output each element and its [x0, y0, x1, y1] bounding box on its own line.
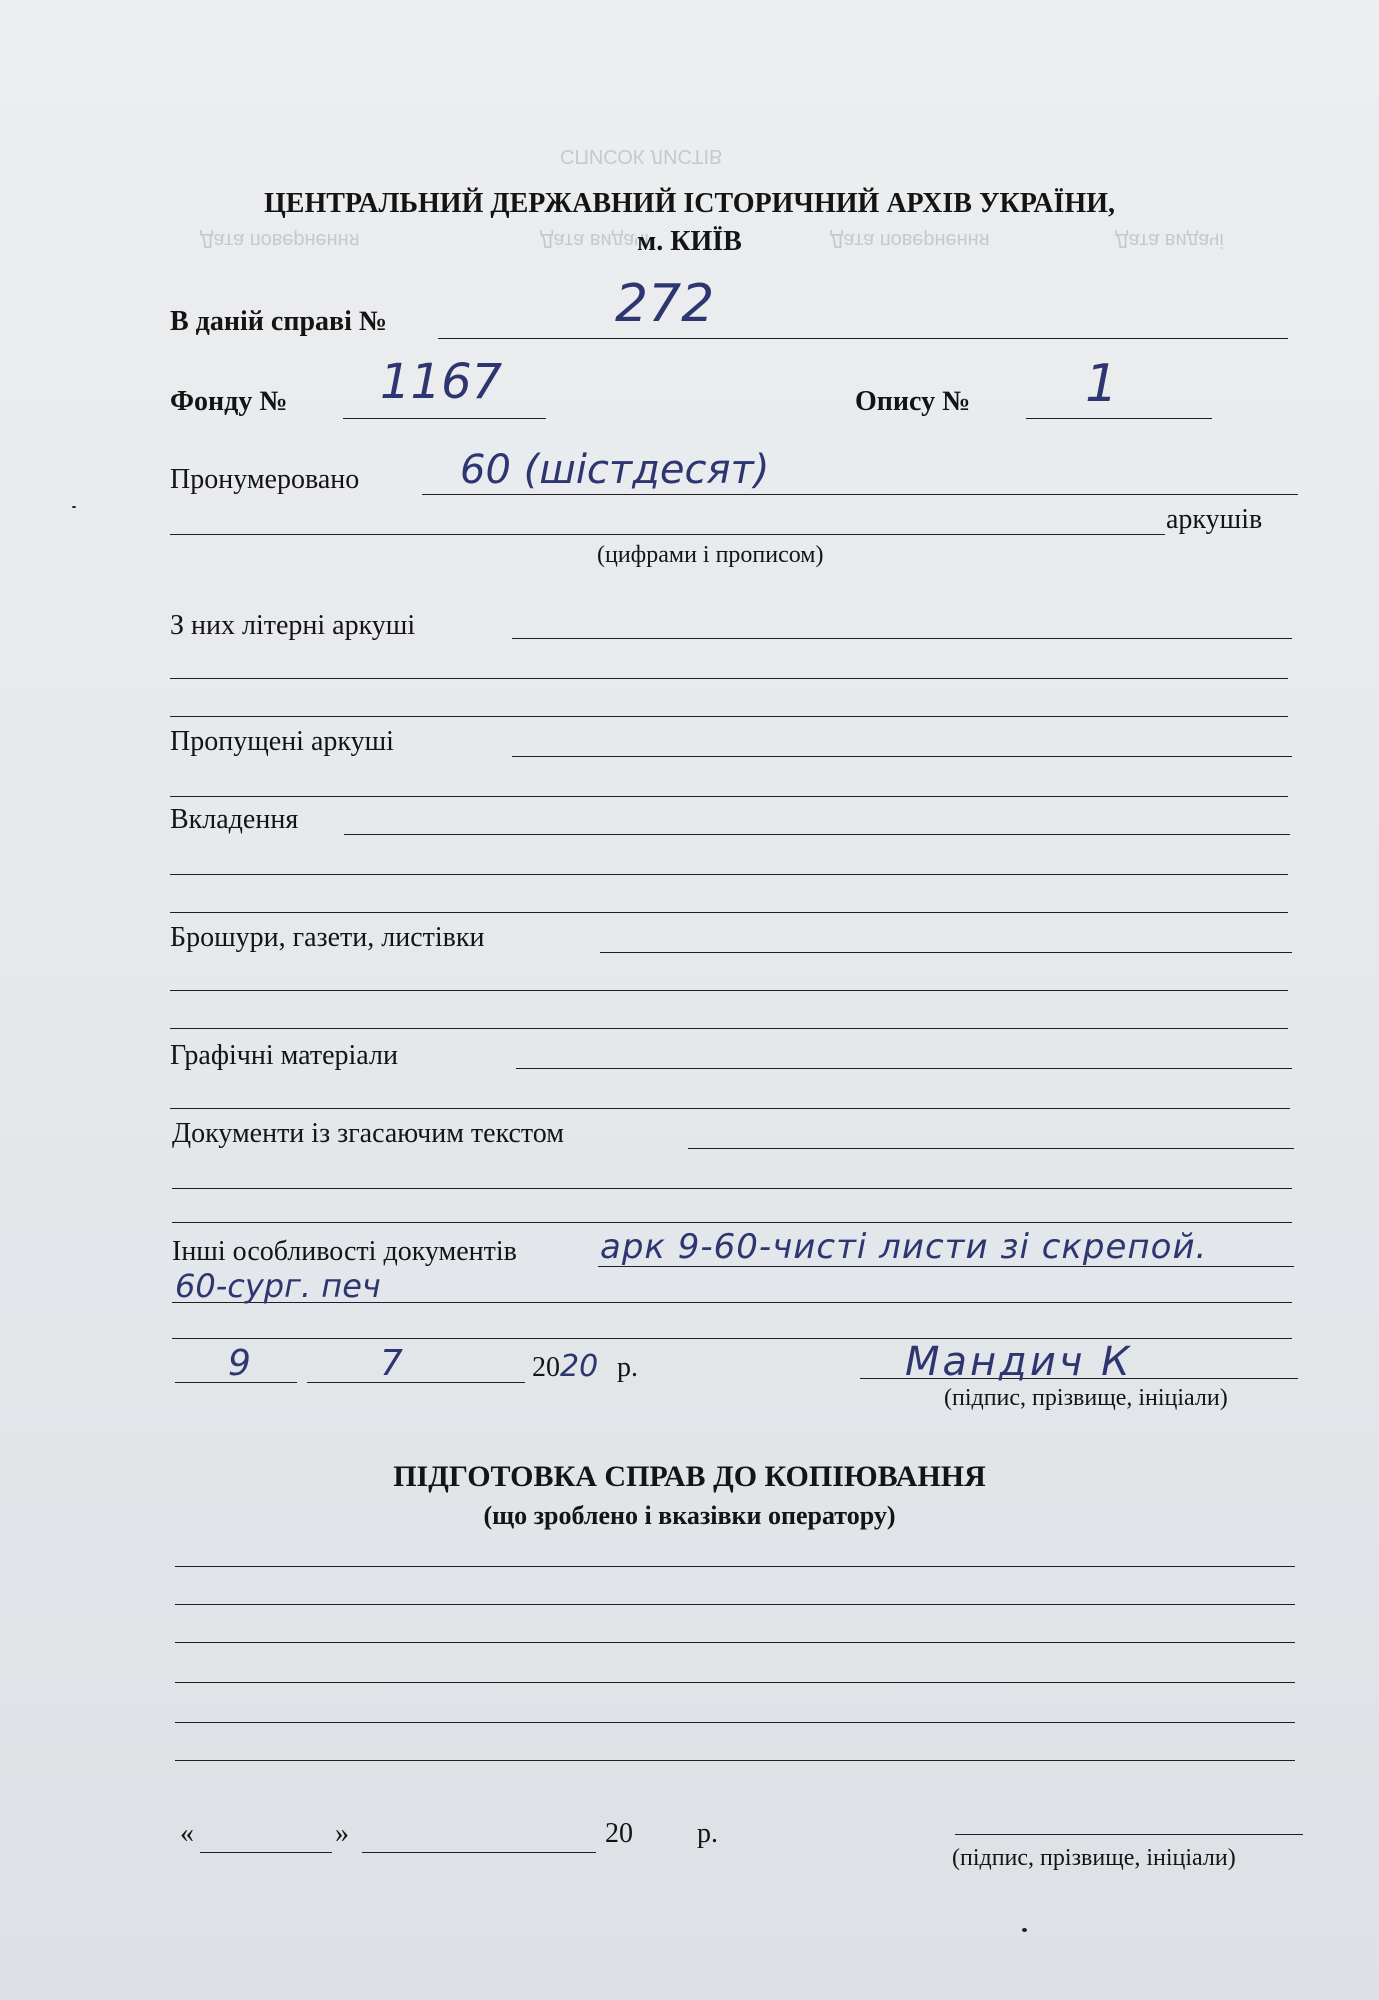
date-day: 9	[228, 1343, 251, 1384]
archive-name: ЦЕНТРАЛЬНИЙ ДЕРЖАВНИЙ ІСТОРИЧНИЙ АРХІВ УКРАЇНИ,	[264, 188, 1115, 219]
ink-speck-left	[72, 506, 76, 508]
copy-signature-line	[955, 1834, 1303, 1835]
copy-line-3	[175, 1642, 1295, 1643]
attachments-label: Вкладення	[170, 804, 299, 835]
date-month: 7	[380, 1343, 403, 1384]
copy-line-5	[175, 1722, 1295, 1723]
opys-label: Опису №	[855, 386, 971, 417]
letter-sheets-line-1	[512, 638, 1292, 639]
fond-line	[343, 418, 546, 419]
fading-label: Документи із згасаючим текстом	[172, 1118, 564, 1149]
copy-line-4	[175, 1682, 1295, 1683]
letter-sheets-line-2	[170, 678, 1288, 679]
bleed-through-col3: Дата видачі	[540, 229, 649, 251]
other-value-line1: арк 9-60-чисті листи зі скрепой.	[600, 1227, 1208, 1267]
opys-line	[1026, 418, 1212, 419]
bleed-through-col2: Дата повернення	[830, 229, 990, 251]
copy-section-title: ПІДГОТОВКА СПРАВ ДО КОПІЮВАННЯ	[393, 1460, 986, 1493]
copy-line-6	[175, 1760, 1295, 1761]
other-value-line2: 60-сург. печ	[175, 1267, 381, 1305]
other-label: Інші особливості документів	[172, 1236, 517, 1267]
archive-city: м. КИЇВ	[637, 226, 742, 257]
fond-label: Фонду №	[170, 386, 288, 417]
numbered-line-2	[170, 534, 1165, 535]
copy-date-day-line	[200, 1852, 332, 1853]
date-suffix: р.	[617, 1352, 638, 1383]
attachments-line-2	[170, 874, 1288, 875]
bleed-through-col1: Дата видачі	[1115, 229, 1224, 251]
date-year-prefix: 20	[532, 1352, 560, 1383]
case-number-value: 272	[615, 274, 715, 334]
case-number-label: В даній справі №	[170, 306, 388, 337]
numbered-hint: (цифрами і прописом)	[597, 542, 824, 568]
missing-sheets-line-2	[170, 796, 1288, 797]
numbered-value: 60 (шістдесят)	[460, 447, 770, 493]
attachments-line-1	[344, 834, 1290, 835]
bleed-through-title: СПИСОК ЛИСТІВ	[560, 145, 723, 167]
graphic-line-2	[170, 1108, 1290, 1109]
date-year-hand: 20	[560, 1349, 599, 1384]
copy-date-month-line	[362, 1852, 596, 1853]
fading-line-3	[172, 1222, 1292, 1223]
copy-signature-hint: (підпис, прізвище, ініціали)	[952, 1845, 1236, 1871]
date-month-line	[307, 1382, 525, 1383]
copy-line-2	[175, 1604, 1295, 1605]
copy-date-open-quote: «	[180, 1818, 194, 1849]
fond-value: 1167	[380, 354, 503, 410]
copy-year-prefix: 20	[605, 1818, 633, 1849]
graphic-line-1	[516, 1068, 1292, 1069]
numbered-label: Пронумеровано	[170, 464, 360, 495]
signature: Мандич К	[905, 1339, 1133, 1385]
graphic-label: Графічні матеріали	[170, 1040, 398, 1071]
copy-line-1	[175, 1566, 1295, 1567]
case-number-line	[438, 338, 1288, 339]
signature-hint: (підпис, прізвище, ініціали)	[944, 1385, 1228, 1411]
missing-sheets-label: Пропущені аркуші	[170, 726, 394, 757]
bleed-through-col4: Дата повернення	[200, 229, 360, 251]
brochures-line-2	[170, 990, 1288, 991]
brochures-label: Брошури, газети, листівки	[170, 922, 485, 953]
ink-speck	[1022, 1928, 1027, 1932]
numbered-line-1	[422, 494, 1298, 495]
sheets-suffix: аркушів	[1166, 504, 1263, 535]
attachments-line-3	[170, 912, 1288, 913]
brochures-line-1	[600, 952, 1292, 953]
brochures-line-3	[170, 1028, 1288, 1029]
letter-sheets-line-3	[170, 716, 1288, 717]
fading-line-2	[172, 1188, 1292, 1189]
copy-section-subtitle: (що зроблено і вказівки оператору)	[483, 1501, 896, 1530]
fading-line-1	[688, 1148, 1294, 1149]
copy-date-close-quote: »	[335, 1818, 349, 1849]
letter-sheets-label: З них літерні аркуші	[170, 610, 416, 641]
copy-year-suffix: р.	[697, 1818, 718, 1849]
opys-value: 1	[1085, 354, 1119, 414]
missing-sheets-line-1	[512, 756, 1292, 757]
